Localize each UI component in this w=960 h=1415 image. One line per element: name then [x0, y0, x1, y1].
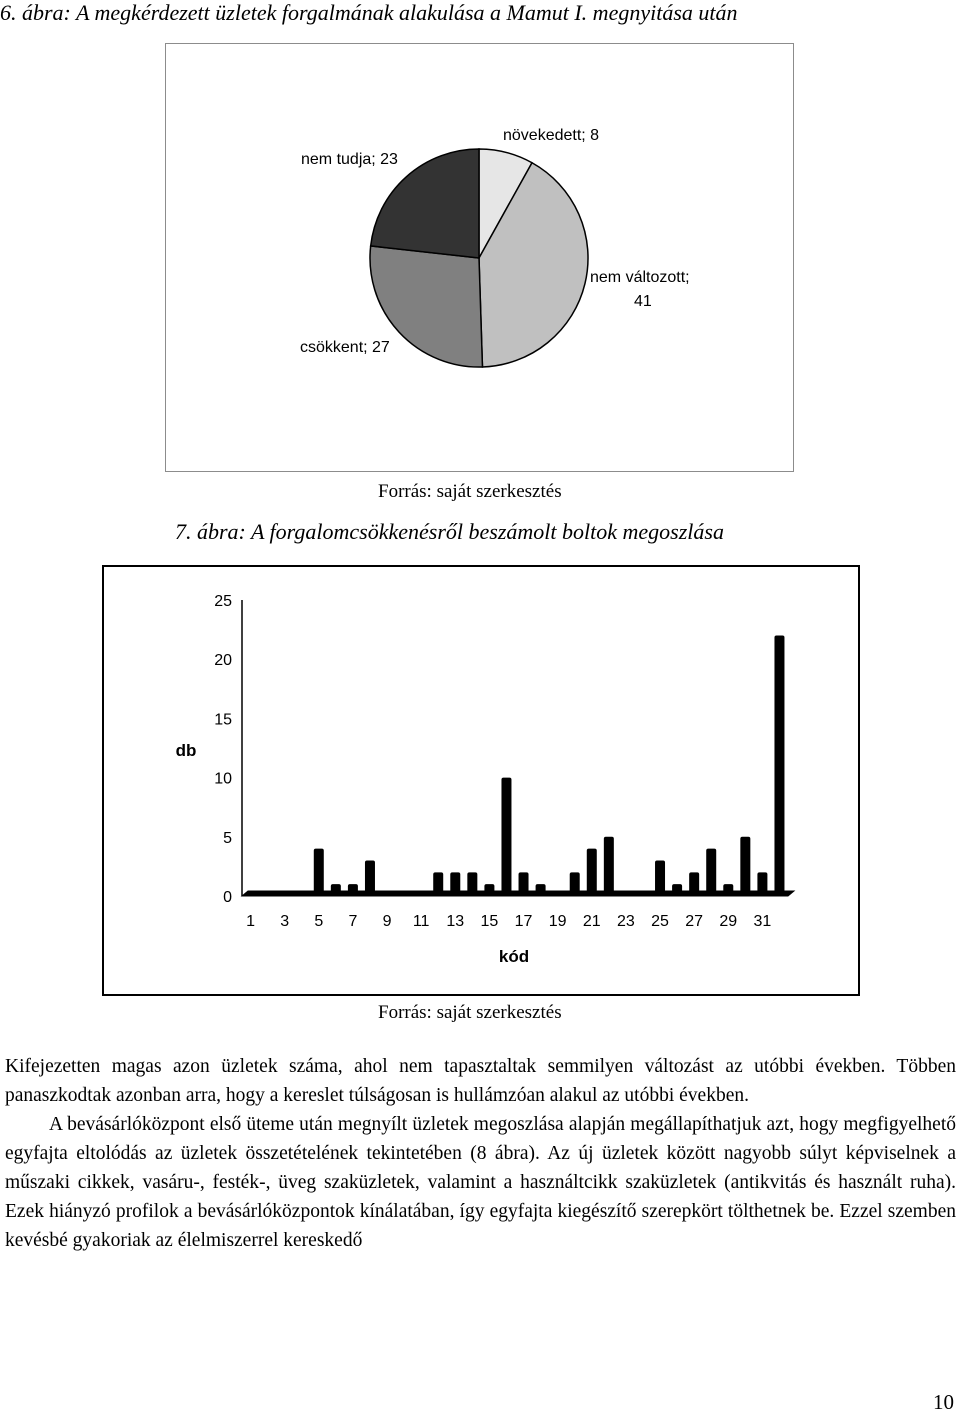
figure-6-source: Forrás: saját szerkesztés: [378, 481, 562, 502]
bar-6: [331, 884, 341, 896]
pie-label-novekedett: növekedett; 8: [503, 127, 600, 144]
bar-chart: [104, 567, 858, 994]
bar-chart-frame: [102, 565, 860, 996]
figure-7-source: Forrás: saját szerkesztés: [378, 1002, 562, 1023]
pie-chart: [166, 44, 793, 471]
x-tick-label: 15: [480, 913, 499, 930]
pie-label-nem-valtozott: nem változott;: [590, 269, 690, 286]
bar-20: [570, 872, 580, 896]
x-tick-label: 3: [280, 913, 290, 930]
bar-32: [774, 636, 784, 896]
bar-7: [348, 884, 358, 896]
x-tick-label: 23: [617, 913, 635, 930]
page-number: 10: [933, 1390, 954, 1414]
x-tick-label: 19: [548, 913, 567, 930]
pie-label-nem-valtozott-value: 41: [634, 293, 652, 310]
bar-28: [706, 849, 716, 896]
x-tick-label: 11: [412, 913, 430, 930]
bar-29: [723, 884, 733, 896]
x-tick-label: 7: [348, 913, 358, 930]
y-tick-label: 15: [214, 711, 232, 729]
y-tick-label: 5: [223, 829, 232, 847]
figure-7-caption: 7. ábra: A forgalomcsökkenésről beszámolt boltok megoszlása: [175, 519, 724, 544]
paragraph: Kifejezetten magas azon üzletek száma, ahol nem tapasztaltak semmilyen változást az utóbbi években. Többen panaszkodtak azonban arra, hogy a kereslet túlságosan is hullámzóan alakul az utóbbi években.: [5, 1056, 956, 1106]
x-tick-label: 1: [246, 913, 255, 930]
x-tick-label: 27: [685, 913, 704, 930]
bar-15: [484, 884, 494, 896]
x-tick-label: 9: [382, 913, 392, 930]
y-tick-label: 25: [214, 593, 232, 610]
y-tick-label: 10: [214, 770, 232, 788]
bar-16: [501, 778, 511, 896]
x-tick-label: 21: [582, 913, 601, 930]
bar-30: [740, 837, 750, 896]
x-tick-label: 13: [446, 913, 465, 930]
x-tick-label: 31: [753, 913, 772, 930]
pie-label-nem-tudja: nem tudja; 23: [301, 151, 398, 168]
bar-17: [519, 872, 529, 896]
bar-14: [467, 872, 477, 896]
bar-27: [689, 872, 699, 896]
bar-31: [757, 872, 767, 896]
y-tick-label: 0: [223, 889, 232, 906]
y-axis-label: db: [175, 741, 197, 760]
y-tick-label: 20: [214, 652, 232, 670]
body-text: [5, 1052, 956, 1255]
bar-22: [604, 837, 614, 896]
pie-label-csokkent: csökkent; 27: [300, 339, 390, 356]
bar-8: [365, 860, 375, 896]
x-tick-label: 5: [314, 913, 324, 930]
pie-chart-frame: [165, 43, 794, 472]
x-axis-label: kód: [498, 947, 530, 966]
bar-21: [587, 849, 597, 896]
bar-12: [433, 872, 443, 896]
bar-18: [536, 884, 546, 896]
x-tick-label: 25: [651, 913, 669, 930]
bar-26: [672, 884, 682, 896]
bar-25: [655, 860, 665, 896]
x-tick-label: 17: [514, 913, 533, 930]
paragraph: A bevásárlóközpont első üteme után megnyílt üzletek megoszlása alapján megállapíthatjuk azt, hogy megfigyelhető egyfajta eltolódás az üzletek összetételének tekintetében (8 ábra). Az új üzletek között nagyobb súlyt képviselnek a műszaki cikkek, vasáru-, festék-, üveg szaküzletek, valamint a használtcikk szaküzletek (antikvitás és használt ruha). Ezek hiányzó profilok a bevásárlóközpontok kínálatában, így egyfajta kiegészítő szerepkört tölthetnek be. Ezzel szemben kevésbé gyakoriak az élelmiszerrel kereskedő: [5, 1114, 956, 1251]
x-tick-label: 29: [719, 913, 738, 930]
bar-5: [314, 849, 324, 896]
bar-13: [450, 872, 460, 896]
figure-6-caption: 6. ábra: A megkérdezett üzletek forgalmának alakulása a Mamut I. megnyitása után: [0, 0, 738, 25]
